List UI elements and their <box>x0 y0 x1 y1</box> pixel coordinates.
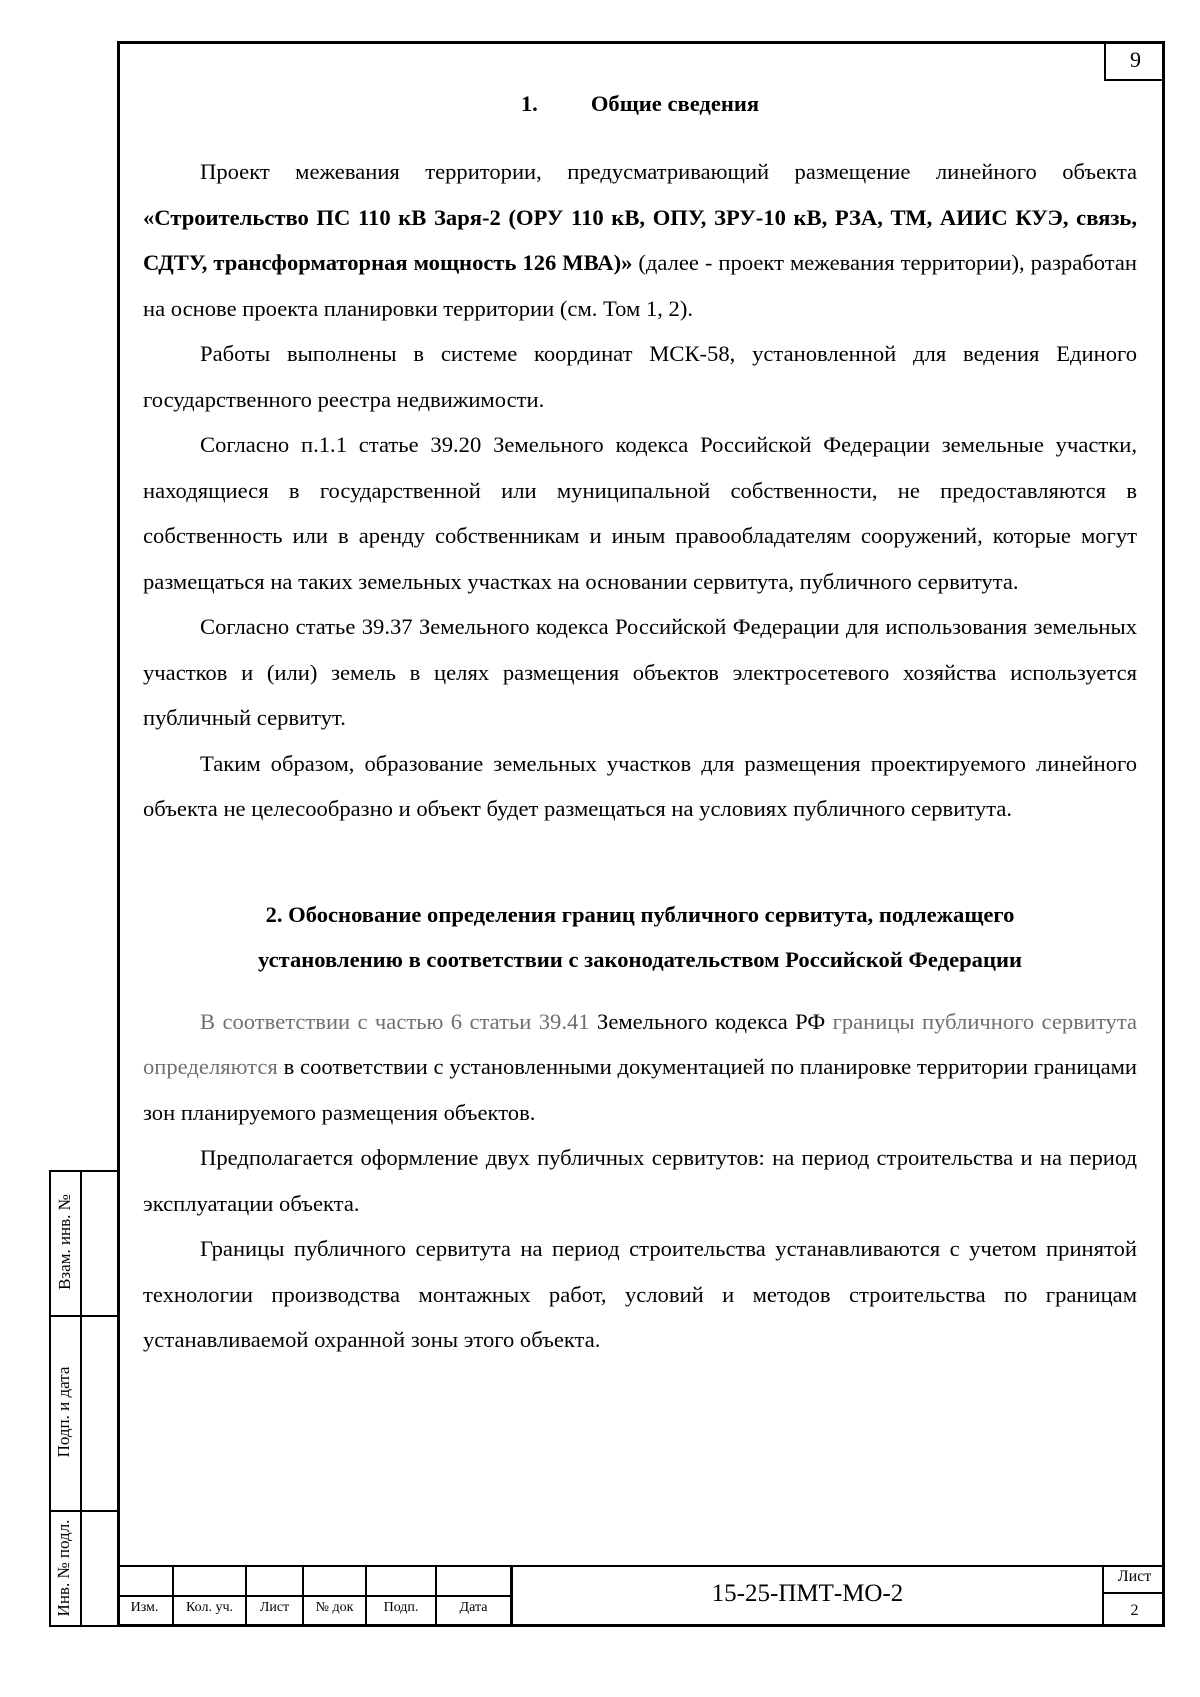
project-name: «Строительство ПС 110 кВ Заря-2 (ОРУ 110 кВ, ОПУ, ЗРУ-10 кВ, РЗА, ТМ, АИИС КУЭ, связь, СДТУ, трансформаторная мощность 126 МВА)» <box>143 204 1137 275</box>
sheet-label: Лист <box>1117 1568 1152 1585</box>
paragraph-6-text-a: Земельного кодекса РФ <box>589 1008 833 1034</box>
paragraph-1-text-b: (далее - проект межевания территории), разработан на основе проекта планировки территории (см. Том 1, 2). <box>143 250 1137 321</box>
paragraph-3: Согласно п.1.1 статье 39.20 Земельного кодекса Российской Федерации земельные участки, находящиеся в государственной или муниципальной собственности, не предоставляются в собственность или в аренду собственникам и иным правообладателям сооружений, которые могут размещаться на таких земельных участках на основании сервитута, публичного сервитута. <box>143 432 1137 594</box>
section-1-number: 1. <box>520 91 538 116</box>
sheet-number: 2 <box>1130 1602 1139 1619</box>
podp-date-label: Подп. и дата <box>54 1366 73 1458</box>
paragraph-5: Таким образом, образование земельных участков для размещения проектируемого линейного объекта не целесообразно и объект будет размещаться на условиях публичного сервитута. <box>143 750 1137 821</box>
section-1-heading <box>143 80 1137 128</box>
col-kol-uch: Кол. уч. <box>186 1600 233 1615</box>
section-2-title-line-2: установлению в соответствии с законодательством Российской Федерации <box>257 947 1023 972</box>
vzam-label: Взам. инв. № <box>55 1194 74 1290</box>
paragraph-1 <box>143 149 1137 331</box>
paragraph-2: Работы выполнены в системе координат МСК-58, установленной для ведения Единого государственного реестра недвижимости. <box>143 341 1137 412</box>
paragraph-6 <box>143 999 1137 1136</box>
paragraph-4: Согласно статье 39.37 Земельного кодекса Российской Федерации для использования земельных участков и (или) земель в целях размещения объектов электросетевого хозяйства используется публичный сервитут. <box>143 614 1137 730</box>
col-list: Лист <box>259 1600 290 1615</box>
section-2-heading <box>143 892 1137 983</box>
col-n-dok: № док <box>315 1600 354 1615</box>
inv-label: Инв. № подл. <box>54 1519 73 1617</box>
paragraph-8: Границы публичного сервитута на период строительства устанавливаются с учетом принятой технологии производства монтажных работ, условий и методов строительства по границам устанавливаемой охранной зоны этого объекта. <box>143 1236 1137 1352</box>
paragraph-1-text-a: Проект межевания территории, предусматривающий размещение линейного объекта <box>200 159 1137 184</box>
paragraph-6-text-b: в соответствии с установленными документацией по планировке территории границами зон планируемого размещения объектов. <box>143 1054 1137 1125</box>
col-data: Дата <box>459 1600 488 1615</box>
paragraph-6-faint-b: границы публичного сервитута определяются <box>143 1008 1137 1079</box>
page-number: 9 <box>1104 41 1165 81</box>
col-podp: Подп. <box>383 1600 419 1615</box>
col-izm: Изм. <box>130 1600 159 1615</box>
document-code: 15-25-ПМТ-МО-2 <box>711 1580 904 1607</box>
section-2-title-line-1: 2. Обоснование определения границ публичного сервитута, подлежащего <box>265 901 1015 927</box>
paragraph-6-faint-a: В соответствии с частью 6 статьи 39.41 <box>200 1008 590 1034</box>
document-body <box>143 80 1137 1363</box>
section-1-title: Общие сведения <box>590 91 760 116</box>
paragraph-7: Предполагается оформление двух публичных сервитутов: на период строительства и на период эксплуатации объекта. <box>143 1145 1137 1216</box>
